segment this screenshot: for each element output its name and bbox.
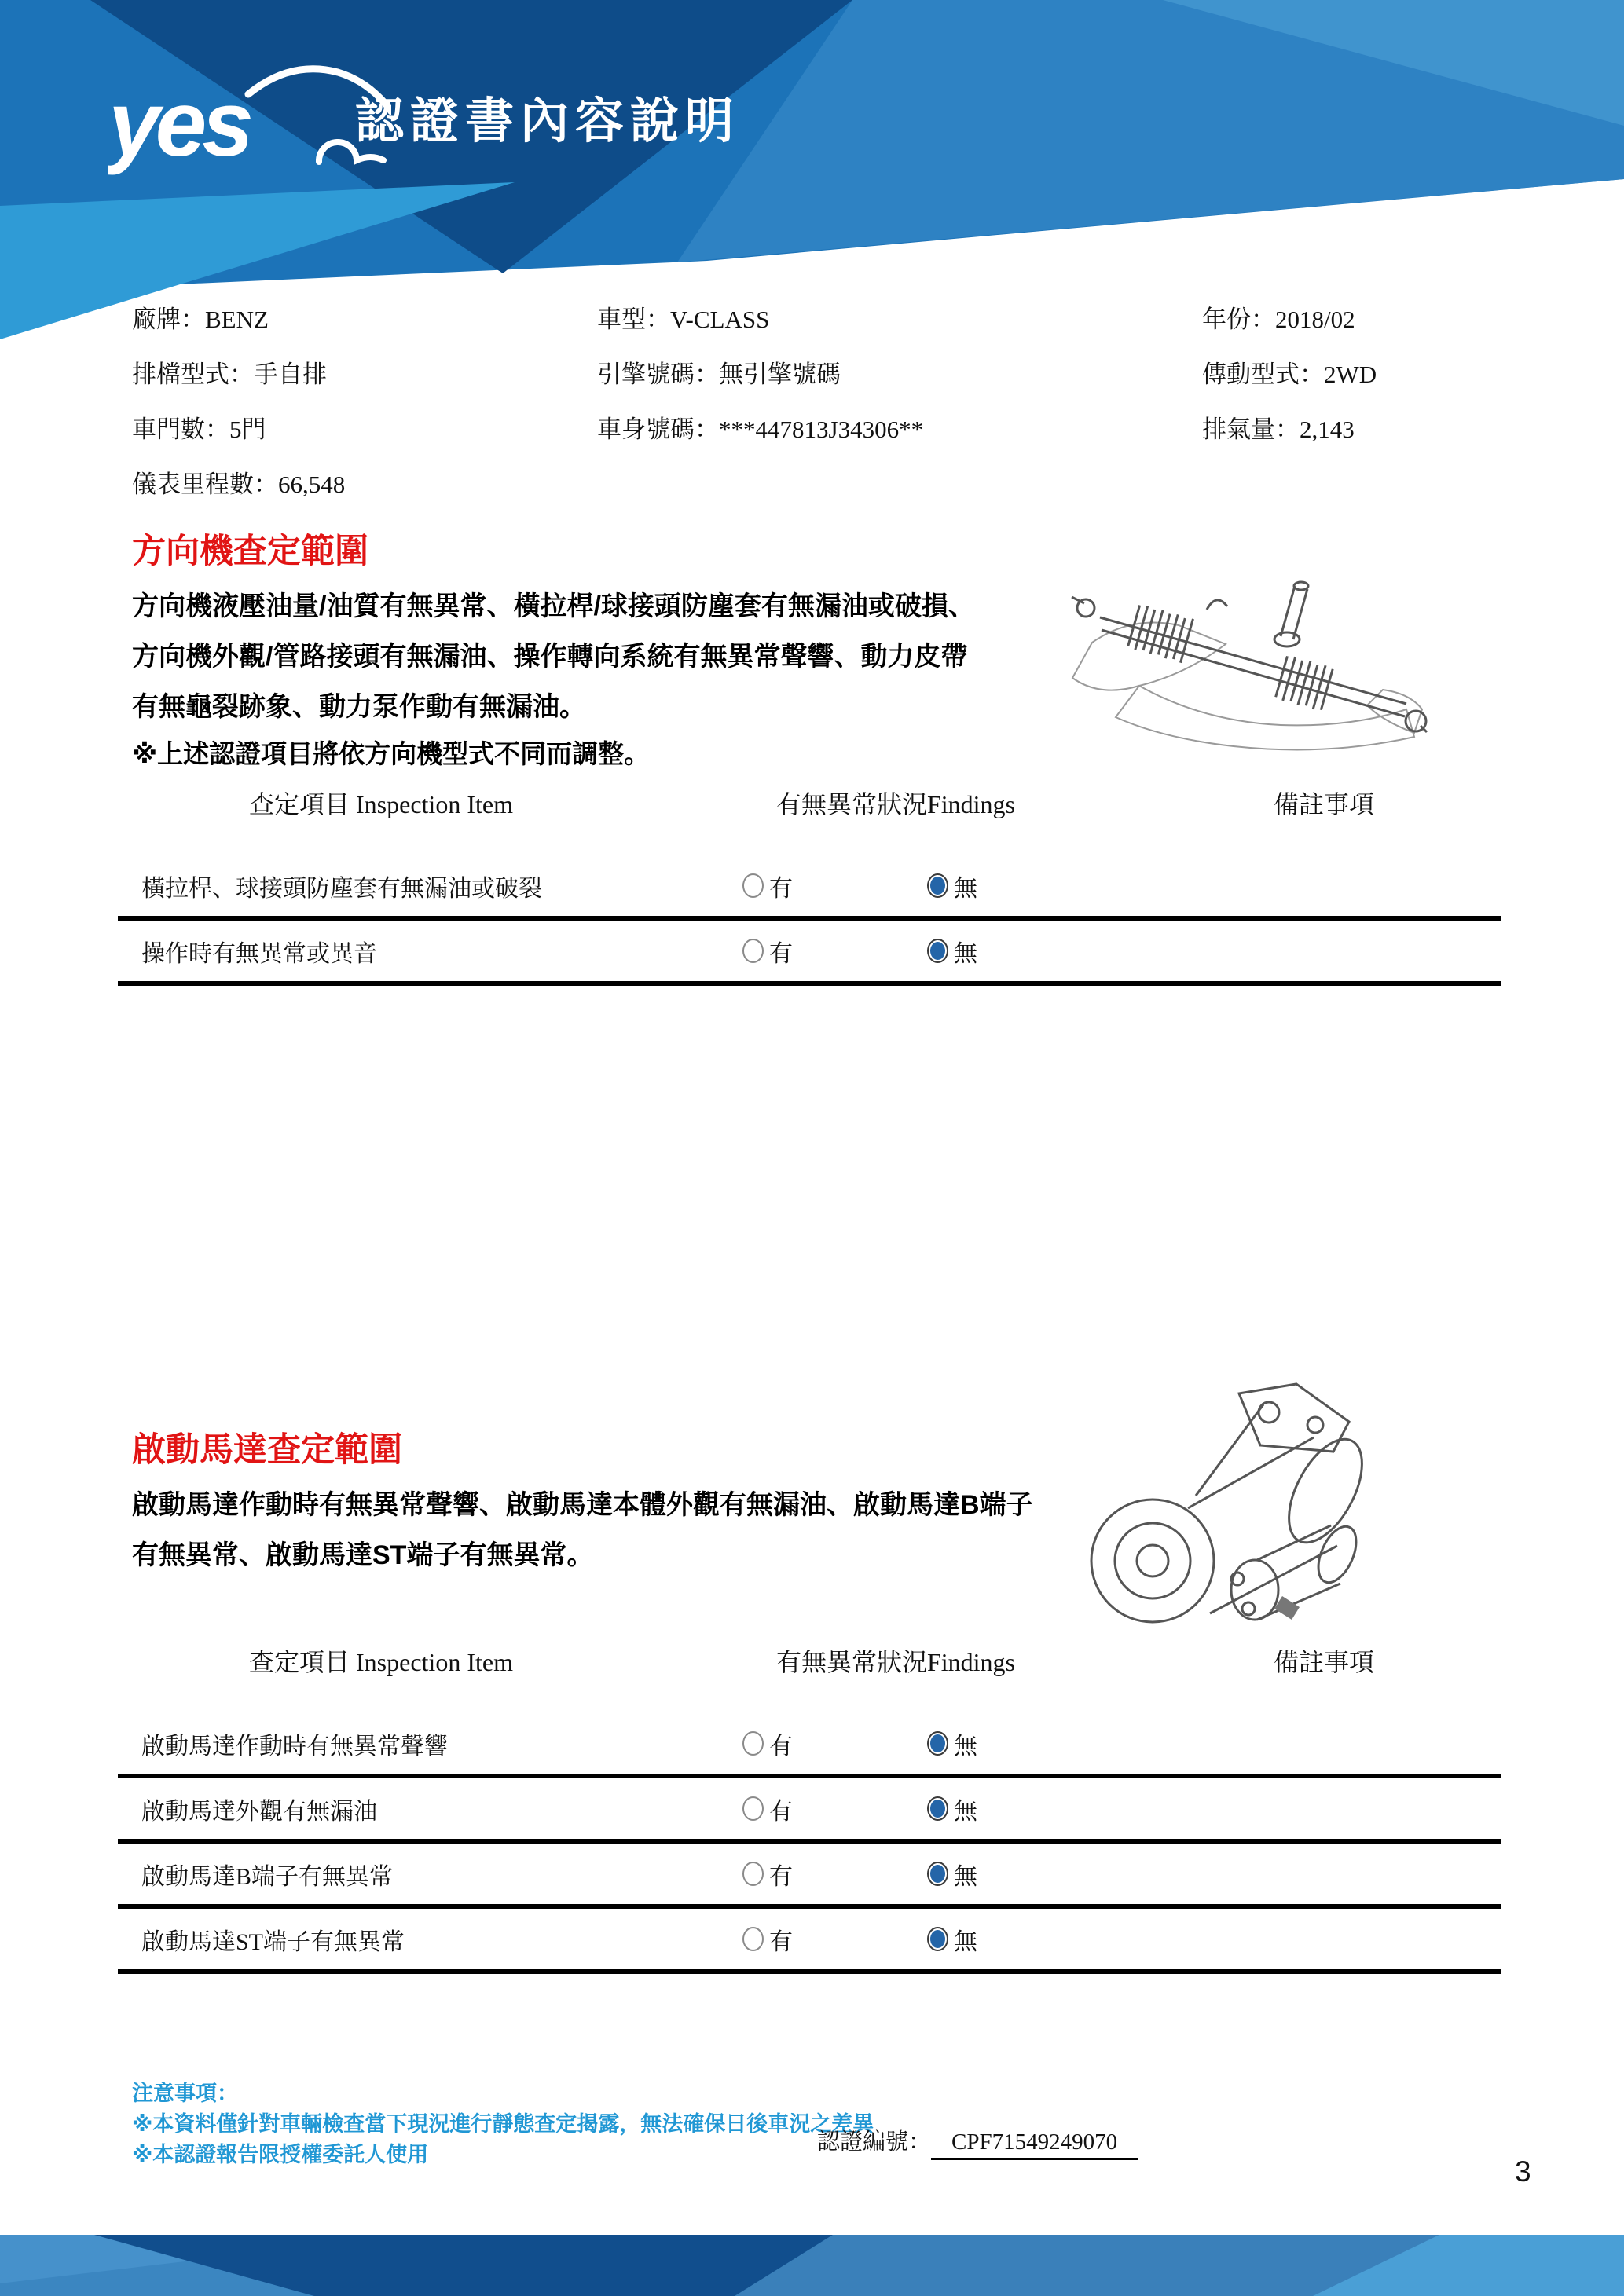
vehicle-engine-number: 引擎號碼：無引擎號碼: [597, 361, 841, 388]
radio-yes-label: 有: [769, 1798, 793, 1825]
vehicle-mileage: 儀表里程數：66,548: [132, 471, 346, 498]
radio-no-label: 無: [954, 1798, 977, 1825]
certificate-number-value: CPF71549249070: [931, 2129, 1138, 2160]
footer-background-shapes: [0, 2235, 1624, 2296]
notice-block: [132, 2078, 874, 2170]
radio-no-label: 無: [954, 940, 977, 967]
radio-no-label: 無: [954, 1733, 977, 1760]
table-row: [118, 1909, 1501, 1974]
inspection-item-label: 啟動馬達ST端子有無異常: [141, 1928, 405, 1955]
radio-no-selected[interactable]: [927, 1792, 977, 1826]
inspection-item-label: 啟動馬達作動時有無異常聲響: [141, 1733, 448, 1760]
vehicle-transmission-type: 排檔型式：手自排: [132, 361, 327, 388]
vehicle-drive-type: 傳動型式：2WD: [1202, 361, 1377, 388]
radio-yes[interactable]: [742, 1857, 793, 1891]
findings-cell: [644, 1713, 1147, 1774]
header-findings: 有無異常狀況Findings: [775, 1648, 1016, 1676]
header-notes: 備註事項: [1273, 790, 1374, 818]
radio-selected-icon: [927, 1927, 948, 1951]
radio-unselected-icon: [742, 1731, 764, 1756]
section-note-steering: ※上述認證項目將依方向機型式不同而調整。: [132, 739, 651, 768]
section-desc-steering: [132, 581, 975, 732]
findings-cell: [644, 1844, 1147, 1904]
radio-no-selected[interactable]: [927, 1727, 977, 1761]
radio-unselected-icon: [742, 939, 764, 963]
radio-yes[interactable]: [742, 1727, 793, 1761]
vehicle-vin: 車身號碼：***447813J34306**: [597, 416, 924, 443]
radio-no-label: 無: [954, 1928, 977, 1955]
notice-title: 注意事項：: [132, 2082, 238, 2105]
radio-no-selected[interactable]: [927, 1922, 977, 1957]
radio-yes[interactable]: [742, 1922, 793, 1957]
radio-yes-label: 有: [769, 1928, 793, 1955]
radio-yes-label: 有: [769, 1863, 793, 1890]
inspection-item-label: 啟動馬達B端子有無異常: [141, 1863, 394, 1890]
table-row: [118, 1778, 1501, 1844]
desc-line: 有無異常、啟動馬達ST端子有無異常。: [132, 1540, 594, 1570]
radio-selected-icon: [927, 873, 948, 898]
page-title: 認證書內容說明: [355, 94, 741, 148]
radio-unselected-icon: [742, 1927, 764, 1951]
section-desc-starter: [132, 1480, 1033, 1580]
table-row: [118, 921, 1501, 986]
radio-yes-label: 有: [769, 875, 793, 902]
vehicle-info-col-1: [132, 292, 597, 512]
vehicle-brand: 廠牌：BENZ: [132, 306, 269, 333]
inspection-table-steering: [118, 780, 1501, 986]
header-findings: 有無異常狀況Findings: [775, 790, 1016, 818]
vehicle-displacement: 排氣量：2,143: [1202, 416, 1355, 443]
notice-line: ※本認證報告限授權委託人使用: [132, 2143, 429, 2166]
findings-cell: [644, 855, 1147, 916]
inspection-table-starter: [118, 1638, 1501, 1974]
vehicle-door-count: 車門數：5門: [132, 416, 266, 443]
notice-line: ※本資料僅針對車輛檢查當下現況進行靜態查定揭露，無法確保日後車況之差異: [132, 2112, 874, 2136]
radio-no-selected[interactable]: [927, 869, 977, 903]
inspection-item-label: 橫拉桿、球接頭防塵套有無漏油或破裂: [141, 875, 542, 902]
table-row: [118, 1844, 1501, 1909]
page-number: 3: [1515, 2155, 1531, 2188]
header-notes: 備註事項: [1273, 1648, 1374, 1676]
section-title-starter: 啟動馬達查定範圍: [132, 1431, 402, 1469]
inspection-item-label: 啟動馬達外觀有無漏油: [141, 1798, 377, 1825]
certificate-number-row: [817, 2124, 1138, 2160]
footer-band: [0, 2235, 1624, 2296]
certificate-number-label: 認證編號：: [817, 2129, 932, 2155]
table-row: [118, 855, 1501, 921]
radio-unselected-icon: [742, 873, 764, 898]
desc-line: 方向機外觀/管路接頭有無漏油、操作轉向系統有無異常聲響、動力皮帶: [132, 642, 968, 672]
desc-line: 有無龜裂跡象、動力泵作動有無漏油。: [132, 692, 586, 722]
yes-logo-text: yes: [108, 72, 249, 176]
yes-logo: [108, 46, 391, 183]
radio-selected-icon: [927, 939, 948, 963]
findings-cell: [644, 921, 1147, 981]
vehicle-info-col-3: [1202, 292, 1377, 512]
table-header: [118, 780, 1501, 826]
radio-selected-icon: [927, 1731, 948, 1756]
radio-yes[interactable]: [742, 1792, 793, 1826]
header-inspection-item: 查定項目 Inspection Item: [249, 790, 513, 818]
desc-line: 啟動馬達作動時有無異常聲響、啟動馬達本體外觀有無漏油、啟動馬達B端子: [132, 1490, 1033, 1520]
inspection-item-label: 操作時有無異常或異音: [141, 940, 377, 967]
table-row: [118, 1713, 1501, 1778]
findings-cell: [644, 1778, 1147, 1839]
radio-selected-icon: [927, 1862, 948, 1886]
radio-no-selected[interactable]: [927, 934, 977, 969]
vehicle-info: [132, 292, 1377, 512]
findings-cell: [644, 1909, 1147, 1969]
vehicle-year: 年份：2018/02: [1202, 306, 1355, 333]
radio-yes-label: 有: [769, 940, 793, 967]
vehicle-info-col-2: [597, 292, 1202, 512]
starter-motor-illustration: [1078, 1376, 1392, 1635]
header-inspection-item: 查定項目 Inspection Item: [249, 1648, 513, 1676]
desc-line: 方向機液壓油量/油質有無異常、橫拉桿/球接頭防塵套有無漏油或破損、: [132, 591, 975, 621]
radio-no-selected[interactable]: [927, 1857, 977, 1891]
radio-selected-icon: [927, 1796, 948, 1821]
radio-no-label: 無: [954, 875, 977, 902]
steering-rack-illustration: [1045, 540, 1438, 753]
section-title-steering: 方向機查定範圍: [132, 533, 368, 570]
radio-yes[interactable]: [742, 869, 793, 903]
radio-yes[interactable]: [742, 934, 793, 969]
vehicle-model: 車型：V-CLASS: [597, 306, 770, 333]
radio-no-label: 無: [954, 1863, 977, 1890]
radio-unselected-icon: [742, 1796, 764, 1821]
radio-yes-label: 有: [769, 1733, 793, 1760]
table-header: [118, 1638, 1501, 1683]
radio-unselected-icon: [742, 1862, 764, 1886]
